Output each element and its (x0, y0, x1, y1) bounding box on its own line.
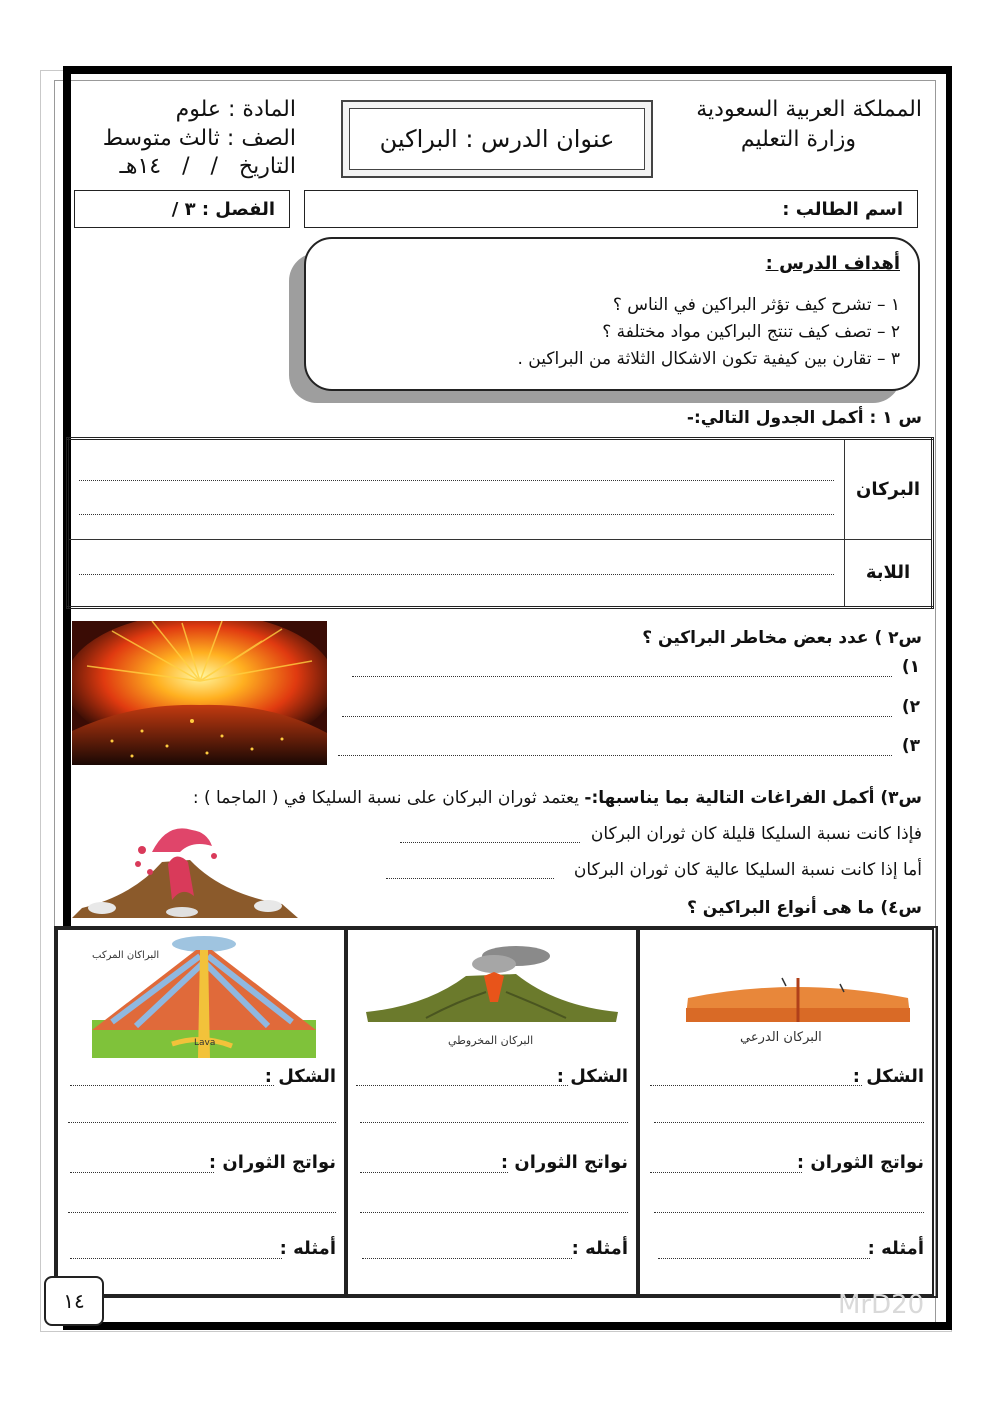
table-row-label: اللابة (845, 539, 933, 607)
volcano-eruption-photo (72, 621, 327, 765)
examples-answer-line[interactable] (70, 1258, 282, 1259)
products-answer-line-2[interactable] (68, 1212, 336, 1213)
shape-answer-line-2[interactable] (360, 1122, 628, 1123)
chapter-label: الفصل : ٣ / (171, 198, 275, 220)
composite-volcano-caption: البراكان المركب (92, 950, 160, 961)
shape-answer-line[interactable] (650, 1085, 862, 1086)
products-answer-line-2[interactable] (654, 1212, 924, 1213)
table-row-label: البركان (845, 439, 933, 540)
q2-answer-line-2[interactable] (342, 716, 892, 717)
volcano-cell-composite (56, 928, 346, 1296)
cinder-cone-volcano-image (366, 942, 618, 1034)
examples-answer-line[interactable] (658, 1258, 870, 1259)
shape-label: الشكل : (852, 1066, 924, 1087)
cartoon-volcano-image (72, 822, 298, 918)
q1-table (66, 437, 934, 609)
question-2-title: س٢ ) عدد بعض مخاطر البراكين ؟ (642, 628, 922, 648)
question-1-title: س ١ : أكمل الجدول التالي:- (686, 408, 922, 428)
q1-answer-cell-lava[interactable] (68, 539, 845, 607)
q2-item-number: ٢) (901, 697, 920, 717)
chapter-field[interactable] (74, 190, 290, 228)
examples-label: أمثله : (867, 1238, 924, 1259)
question-3-title-bold: س٣) أكمل الفراغات التالية بما يناسبها:- (584, 788, 922, 808)
student-name-field[interactable] (304, 190, 918, 228)
q3-answer-line-1[interactable] (400, 842, 580, 843)
products-answer-line-2[interactable] (360, 1212, 628, 1213)
question-3-title (193, 788, 922, 808)
page-number: ١٤ (44, 1276, 104, 1326)
volcano-cell-cinder-cone (346, 928, 638, 1296)
products-label: نواتج الثوران : (500, 1152, 628, 1173)
shape-answer-line-2[interactable] (68, 1122, 336, 1123)
frame-bottom-bar (63, 1322, 951, 1330)
frame-right-bar (946, 66, 952, 1330)
grade-label: الصف : ثالث متوسط (102, 126, 296, 151)
student-name-label: اسم الطالب : (782, 198, 903, 220)
shape-label: الشكل : (264, 1066, 336, 1087)
shape-label: الشكل : (556, 1066, 628, 1087)
q2-answer-line-3[interactable] (338, 755, 892, 756)
volcano-cell-shield (638, 928, 934, 1296)
goal-item: ٢ – تصف كيف تنتج البراكين مواد مختلفة ؟ (602, 322, 900, 342)
goals-title: أهداف الدرس : (765, 253, 900, 274)
q2-item-number: ٣) (901, 736, 920, 756)
products-answer-line[interactable] (70, 1172, 214, 1173)
cinder-cone-volcano-caption: البركان المخروطي (448, 1034, 534, 1047)
products-label: نواتج الثوران : (796, 1152, 924, 1173)
examples-answer-line[interactable] (362, 1258, 572, 1259)
q3-line-1: فإذا كانت نسبة السليكا قليلة كان ثوران البركان (590, 824, 922, 844)
shape-answer-line[interactable] (356, 1085, 568, 1086)
answer-line (79, 514, 834, 515)
lesson-title: عنوان الدرس : البراكين (349, 108, 645, 170)
question-3-title-rest: يعتمد ثوران البركان على نسبة السليكا في ( الماجما ) : (192, 788, 579, 808)
answer-line (79, 574, 834, 575)
shape-answer-line[interactable] (70, 1085, 274, 1086)
frame-top-bar (63, 66, 951, 74)
ministry-name: وزارة التعليم (740, 127, 856, 152)
date-label: التاريخ / / ١٤هـ (119, 154, 296, 179)
products-answer-line[interactable] (360, 1172, 508, 1173)
products-answer-line[interactable] (650, 1172, 802, 1173)
q3-line-2: أما إذا كانت نسبة السليكا عالية كان ثوران البركان (573, 860, 922, 880)
q1-answer-cell-volcano[interactable] (68, 439, 845, 540)
lava-label: Lava (194, 1038, 216, 1048)
shape-answer-line-2[interactable] (654, 1122, 924, 1123)
lesson-title-box (341, 100, 653, 178)
shield-volcano-caption: البركان الدرعي (740, 1030, 822, 1045)
q2-item-number: ١) (901, 657, 920, 677)
products-label: نواتج الثوران : (208, 1152, 336, 1173)
examples-label: أمثله : (279, 1238, 336, 1259)
question-4-title: س٤) ما هى أنواع البراكين ؟ (687, 898, 922, 918)
examples-label: أمثله : (571, 1238, 628, 1259)
kingdom-name: المملكة العربية السعودية (696, 97, 922, 122)
goal-item: ٣ – تقارن بين كيفية تكون الاشكال الثلاثة من البراكين . (517, 349, 900, 369)
answer-line (79, 480, 834, 481)
q2-answer-line-1[interactable] (352, 676, 892, 677)
watermark: MrD20 (838, 1290, 925, 1320)
q3-answer-line-2[interactable] (386, 878, 554, 879)
subject-label: المادة : علوم (175, 97, 296, 122)
goal-item: ١ – تشرح كيف تؤثر البراكين في الناس ؟ (612, 295, 900, 315)
